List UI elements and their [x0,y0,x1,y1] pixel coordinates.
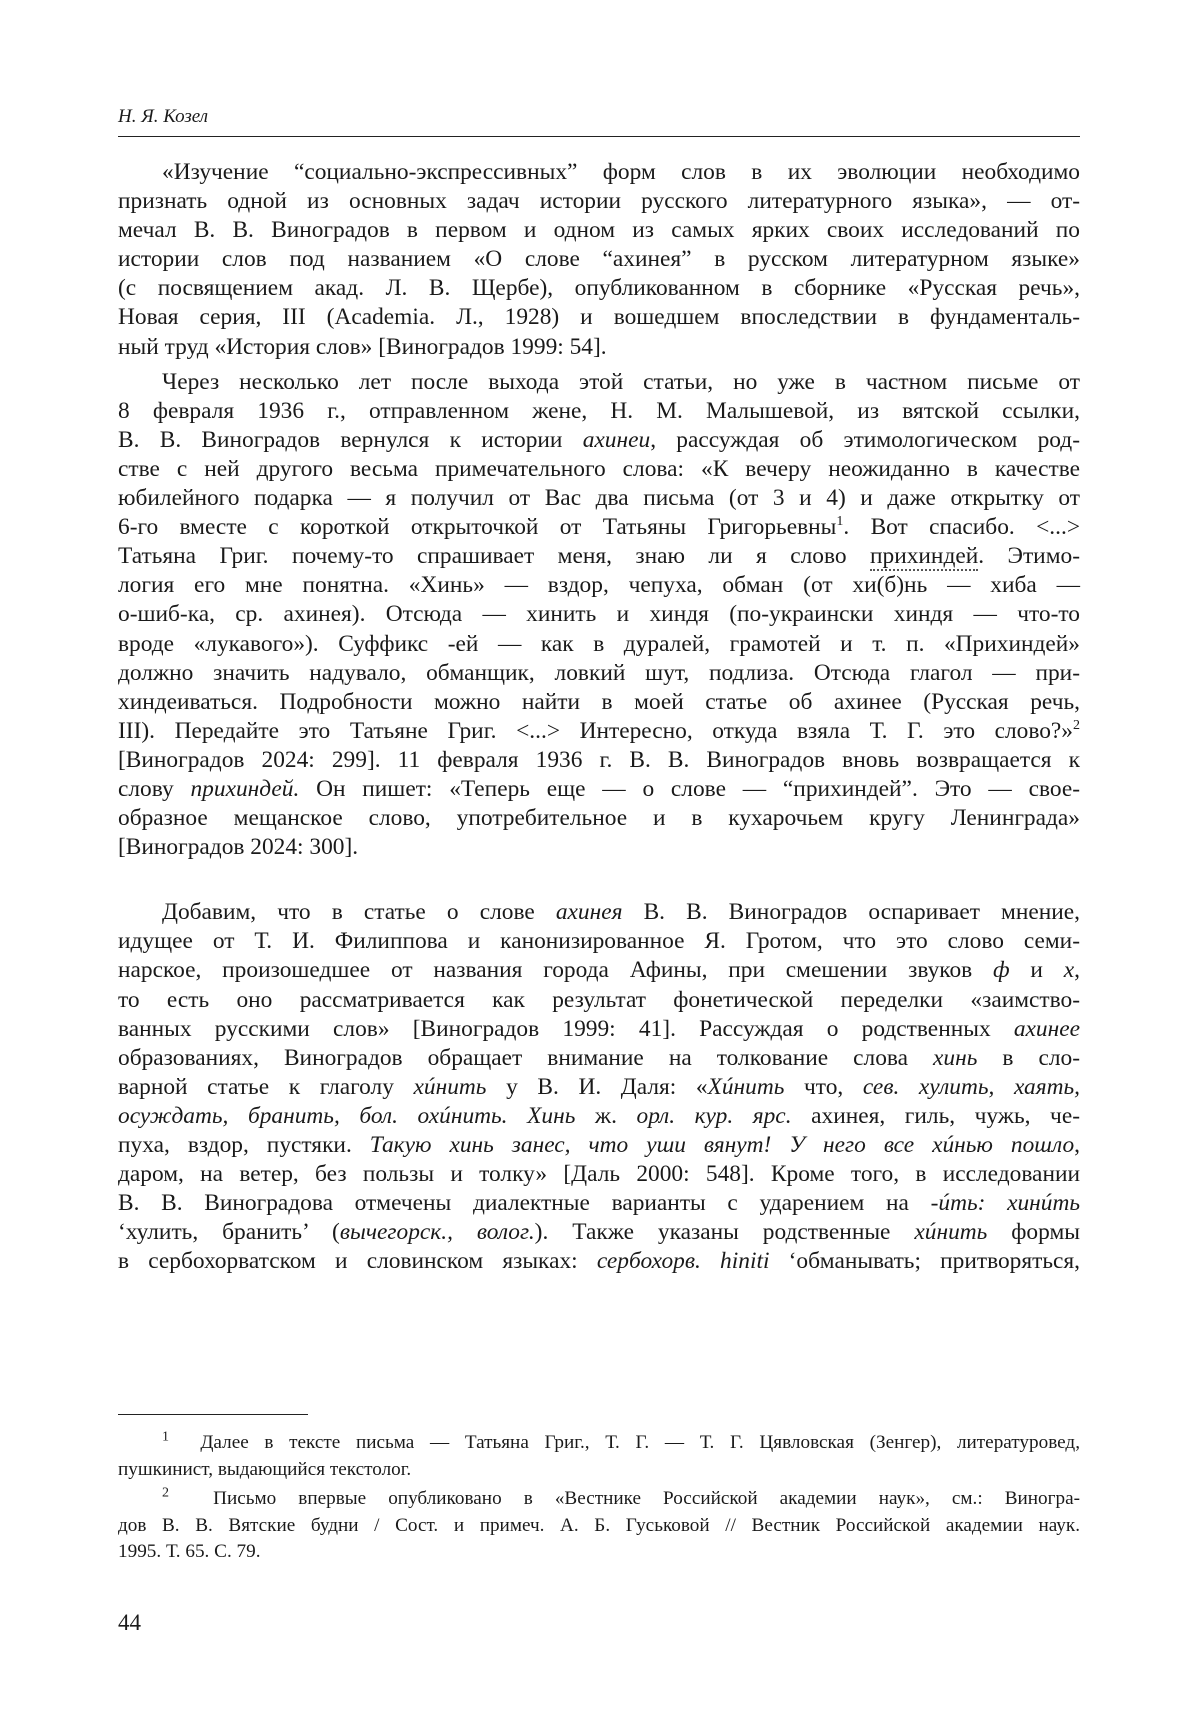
text-line: то есть оно рассматривается как результат фонетической переделки «заимство- [118,986,1080,1013]
text-line: логия его мне понятна. «Хинь» — вздор, чепуха, обман (от хи(б)нь — хиба — [118,572,1080,599]
text-line: признать одной из основных задач истории русского литературного языка», — от- [118,188,1080,215]
paragraph-1 [118,158,1080,362]
text-line: варной статье к глаголу хúнить у В. И. Даля: «Хúнить что, сев. хулить, хаять, [118,1073,1080,1100]
text-line: вроде «лукавого»). Суффикс -ей — как в дуралей, грамотей и т. п. «Прихиндей» [118,630,1080,657]
text-line: слову прихиндей. Он пишет: «Теперь еще — о слове — “прихиндей”. Это — свое- [118,775,1080,802]
footnotes [118,1430,1080,1569]
footnote-number: 2 [162,1485,169,1501]
footnote-ref[interactable]: 2 [1073,717,1080,733]
footnote-2 [118,1486,1080,1566]
text-line: В. В. Виноградов вернулся к истории ахинеи, рассуждая об этимологическом род- [118,426,1080,453]
text-line: образное мещанское слово, употребительное и в кухарочьем кругу Ленинграда» [118,805,1080,832]
article-body [118,158,1080,1276]
text-line: ный труд «История слов» [Виноградов 1999: 54]. [118,333,607,360]
footnote-divider [118,1414,308,1415]
text-line: Новая серия, III (Academia. Л., 1928) и вошедшем впоследствии в фундаменталь- [118,304,1080,331]
text-line: мечал В. В. Виноградов в первом и одном из самых ярких своих исследований по [118,217,1080,244]
footnote-ref[interactable]: 1 [836,514,844,530]
text-line: образованиях, Виноградов обращает внимание на толкование слова хинь в сло- [118,1044,1080,1071]
text-line: юбилейного подарка — я получил от Вас два письма (от 3 и 4) и даже открытку от [118,485,1080,512]
page-number: 44 [118,1610,141,1635]
underlined-word: прихиндей [869,543,979,570]
text-line: Татьяна Григ. почему-то спрашивает меня, знаю ли я слово прихиндей. Этимо- [118,543,1080,570]
text-line: ванных русскими слов» [Виноградов 1999: 41]. Рассуждая о родственных ахинее [118,1015,1080,1042]
text-line: идущее от Т. И. Филиппова и канонизированное Я. Гротом, что это слово семи- [118,928,1080,955]
paragraph-3 [118,898,1080,1276]
text-line: должно значить надувало, обманщик, ловкий шут, подлиза. Отсюда глагол — при- [118,659,1080,686]
text-line: Добавим, что в статье о слове ахинея В. В. Виноградов оспаривает мнение, [162,899,1080,926]
text-line: «Изучение “социально-экспрессивных” форм слов в их эволюции необходимо [162,159,1080,185]
header-author: Н. Я. Козел [118,106,209,127]
text-line: истории слов под названием «О слове “ахинея” в русском литературном языке» [118,246,1080,273]
text-line: 8 февраля 1936 г., отправленном жене, Н. М. Малышевой, из вятской ссылки, [118,397,1080,424]
footnote-1 [118,1430,1080,1483]
text-line: дов В. В. Вятские будни / Сост. и примеч. А. Б. Гуськовой // Вестник Российской академии наук. [118,1514,1080,1536]
text-line: 1995. Т. 65. С. 79. [118,1541,261,1562]
italic-term: прихиндей. [190,775,300,802]
text-line: $^2$ Письмо впервые опубликовано в «Вестнике Российской академии наук», см.: Виногра- [162,1485,1081,1509]
text-line: осуждать, бранить, бол. охúнить. Хинь ж. орл. кур. ярс. ахинея, гиль, чужь, че- [118,1102,1080,1129]
paragraph-2 [118,368,1080,863]
text-line: 6-го вместе с короткой открыточкой от Татьяны Григорьевны$^1$. Вот спасибо. <...> [118,514,1081,541]
text-line: [Виноградов 2024: 300]. [118,834,359,861]
text-line: о-шиб-ка, ср. ахинея). Отсюда — хинить и хиндя (по-украински хиндя — что-то [118,601,1080,628]
text-line: $^1$ Далее в тексте письма — Татьяна Григ., Т. Г. — Т. Г. Цявловская (Зенгер), литературовед, [162,1429,1080,1453]
text-line: Через несколько лет после выхода этой статьи, но уже в частном письме от [162,368,1080,395]
text-line: В. В. Виноградова отмечены диалектные варианты с ударением на -úть: хинúть [118,1190,1080,1217]
text-line: пушкинист, выдающийся текстолог. [118,1458,412,1480]
text-line: стве с ней другого весьма примечательного слова: «К вечеру неожиданно в качестве [118,455,1080,482]
text-line: нарское, произошедшее от названия города Афины, при смешении звуков ф и х, [118,957,1080,984]
text-line: даром, на ветер, без пользы и толку» [Даль 2000: 548]. Кроме того, в исследовании [118,1161,1080,1188]
text-line: [Виноградов 2024: 299]. 11 февраля 1936 г. В. В. Виноградов вновь возвращается к [118,746,1080,773]
text-line: (с посвящением акад. Л. В. Щербе), опубликованном в сборнике «Русская речь», [118,275,1080,302]
italic-term: ахинеи [582,426,651,453]
text-line: в сербохорватском и словинском языках: сербохорв. hiniti ‘обманывать; притворяться, [118,1248,1081,1275]
text-line: хиндеиваться. Подробности можно найти в моей статье об ахинее (Русская речь, [118,688,1080,715]
running-header [118,106,1080,137]
text-line: пуха, вздор, пустяки. Такую хинь занес, что уши вянут! У него все хúнью пошло, [118,1132,1080,1158]
text-line: ‘хулить, бранить’ (вычегорск., волог.). Также указаны родственные хúнить формы [118,1219,1080,1246]
text-line: III). Передайте это Татьяне Григ. <...> Интересно, откуда взяла Т. Г. это слово?»$^2$ [118,717,1080,744]
footnote-number: 1 [162,1429,169,1445]
